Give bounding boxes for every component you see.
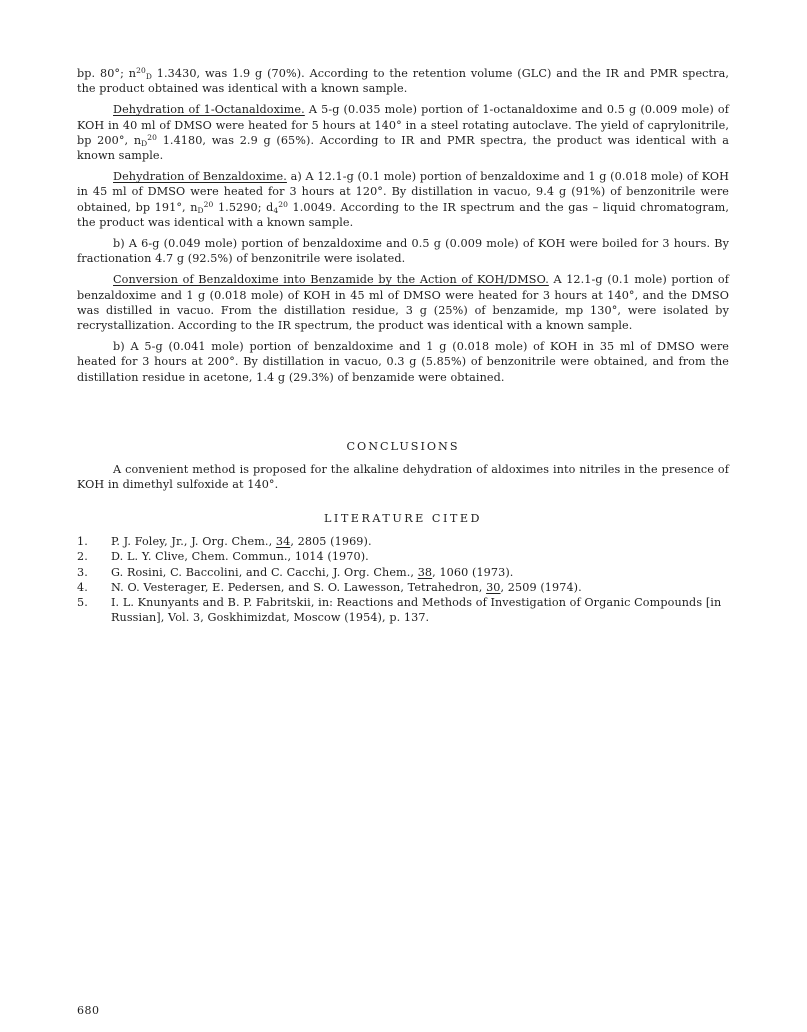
- reference-number: 4.: [77, 580, 88, 594]
- reference-citation: D. L. Y. Clive, Chem. Commun., 1014 (1970).: [111, 550, 369, 564]
- page-number: 680: [77, 1004, 100, 1017]
- text-run: A 12.1-g (0.1 mole) portion of benzaldoxime and 1 g (0.018 mole) of KOH in 45 ml of DMSO were heated for 3 hours at 140°, and the DMSO was distilled in vacuo. From the distillation residue, 3 g (25%) of benzamide, mp 130°, were isolated by recrystallization. According to the IR spectrum, the product was identical with a known sample.: [77, 273, 730, 333]
- reference-text: [111, 595, 729, 625]
- reference-volume: 38: [417, 565, 433, 579]
- text-run: 1.4180, was 2.9 g (65%). According to IR and PMR spectra, the product was identical with a known sample.: [77, 133, 729, 163]
- text-run: a) A 12.1-g (0.1 mole) portion of benzaldoxime and 1 g (0.018 mole) of KOH in 45 ml of DMSO were heated for 3 hours at 120°. By distillation in vacuo, 9.4 g (91%) of benzonitrile were obtained, bp 191°, n: [77, 170, 729, 214]
- conclusions-section: [77, 439, 729, 493]
- reference-item: [77, 580, 729, 595]
- paragraph-benzaldoxime-b: b) A 6-g (0.049 mole) portion of benzaldoxime and 0.5 g (0.009 mole) of KOH were boiled for 3 hours. By fractionation 4.7 g (92.5%) of benzonitrile were isolated.: [77, 237, 729, 266]
- reference-citation: P. J. Foley, Jr., J. Org. Chem.,: [111, 535, 276, 549]
- superscript: 20: [136, 66, 146, 75]
- reference-item: [77, 595, 729, 625]
- subscript: 4: [273, 205, 279, 215]
- reference-text: [111, 565, 729, 580]
- paragraph-benzamide: [77, 272, 729, 333]
- section-title-octanaldoxime: Dehydration of 1-Octanaldoxime.: [113, 103, 305, 117]
- text-run: 1.3430, was 1.9 g (70%). According to the retention volume (GLC) and the IR and PMR spectra, the product obtained was identical with a known sample.: [77, 67, 730, 96]
- superscript: 20: [147, 132, 158, 142]
- literature-heading: LITERATURE CITED: [324, 512, 482, 525]
- reference-list: [77, 534, 729, 625]
- reference-text: [111, 534, 729, 549]
- paragraph-benzamide-b: b) A 5-g (0.041 mole) portion of benzaldoxime and 1 g (0.018 mole) of KOH in 35 ml of DMSO were heated for 3 hours at 200°. By distillation in vacuo, 0.3 g (5.85%) of benzonitrile were obtained, and from the distillation residue in acetone, 1.4 g (29.3%) of benzamide were obtained.: [77, 340, 729, 384]
- reference-citation: N. O. Vesterager, E. Pedersen, and S. O. Lawesson, Tetrahedron,: [111, 580, 487, 594]
- reference-number: 1.: [77, 535, 88, 549]
- reference-item: [77, 565, 729, 580]
- superscript: 20: [278, 199, 288, 209]
- superscript: 20: [203, 199, 214, 209]
- section-title-benzaldoxime: Dehydration of Benzaldoxime.: [113, 170, 287, 184]
- reference-item: [77, 549, 729, 564]
- subscript: D: [145, 72, 152, 81]
- subscript: D: [141, 138, 148, 148]
- text-run: bp. 80°; n: [77, 67, 137, 80]
- reference-volume: 30: [486, 580, 501, 594]
- paragraph-continuation: [77, 66, 729, 96]
- section-title-benzamide: Conversion of Benzaldoxime into Benzamide by the Action of KOH/DMSO.: [113, 273, 549, 287]
- reference-number: 3.: [77, 565, 88, 579]
- body-block-1: [77, 66, 729, 385]
- reference-pages: , 1060 (1973).: [432, 565, 514, 579]
- subscript: D: [197, 205, 204, 215]
- text-run: 1.5290; d: [213, 200, 274, 214]
- text-run: A 5-g (0.035 mole) portion of 1-octanaldoxime and 0.5 g (0.009 mole) of KOH in 40 ml of DMSO were heated for 5 hours at 140° in a steel rotating autoclave. The yield of caprylonitrile, bp 200°, n: [77, 103, 729, 147]
- paragraph-benzaldoxime: [77, 169, 729, 230]
- conclusions-heading: CONCLUSIONS: [346, 440, 460, 453]
- conclusions-text: A convenient method is proposed for the alkaline dehydration of aldoximes into nitriles in the presence of KOH in dimethyl sulfoxide at 140°.: [77, 463, 729, 492]
- reference-volume: 34: [275, 535, 291, 549]
- reference-text: [111, 580, 729, 595]
- reference-citation: I. L. Knunyants and B. P. Fabritskii, in: Reactions and Methods of Investigation of Organic Compounds [in Russian], Vol. 3, Goskhimizdat, Moscow (1954), p. 137.: [111, 596, 722, 625]
- reference-pages: , 2509 (1974).: [500, 580, 582, 594]
- text-run: 1.0049. According to the IR spectrum and the gas – liquid chromatogram, the product was identical with a known sample.: [77, 200, 729, 229]
- reference-pages: , 2805 (1969).: [290, 535, 372, 549]
- reference-number: 5.: [77, 596, 88, 610]
- reference-item: [77, 534, 729, 549]
- reference-text: [111, 549, 729, 564]
- reference-number: 2.: [77, 550, 88, 564]
- paragraph-octanaldoxime: [77, 102, 729, 163]
- literature-section: [77, 511, 729, 625]
- reference-citation: G. Rosini, C. Baccolini, and C. Cacchi, J. Org. Chem.,: [111, 565, 418, 579]
